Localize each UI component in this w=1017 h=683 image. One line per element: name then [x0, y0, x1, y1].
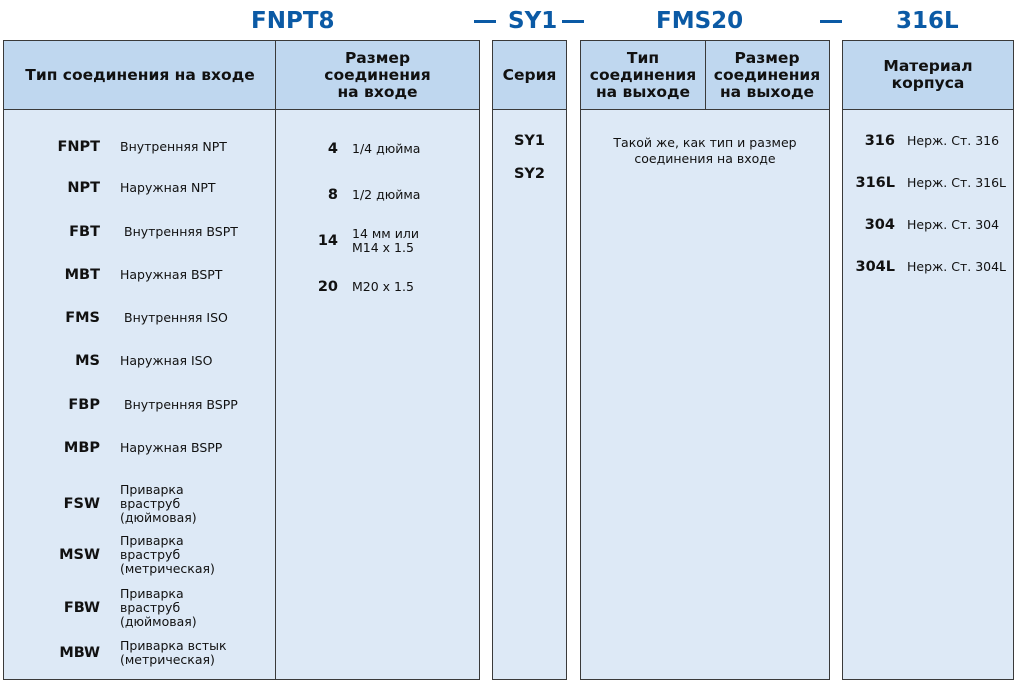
inlet-size-header-text: Размер соединения на входе — [324, 48, 431, 101]
inlet-type-row — [4, 353, 274, 369]
inlet-type-row — [4, 639, 274, 667]
inlet-type-code: FBW — [63, 600, 100, 616]
inlet-type-row — [4, 267, 274, 283]
material-row — [843, 217, 999, 233]
inlet-type-desc: Приварка встык (метрическая) — [120, 638, 227, 667]
outlet-header-divider — [705, 41, 706, 109]
inlet-size-desc: 1/2 дюйма — [352, 187, 421, 202]
inlet-column — [3, 40, 480, 680]
material-code: 304L — [855, 259, 895, 275]
inlet-type-row — [4, 587, 274, 629]
material-row — [843, 175, 1006, 191]
inlet-type-desc: Наружная BSPT — [120, 267, 223, 282]
series-header — [493, 41, 566, 110]
inlet-type-code: MBP — [63, 440, 100, 456]
inlet-type-row — [4, 310, 274, 326]
inlet-size-code: 4 — [327, 141, 338, 157]
inlet-type-row — [4, 180, 274, 196]
inlet-type-desc: Наружная ISO — [120, 353, 213, 368]
inlet-type-desc: Приварка враструб (дюймовая) — [120, 482, 197, 525]
material-desc: Нерж. Ст. 304L — [907, 259, 1007, 274]
inlet-type-desc: Внутренняя BSPP — [124, 397, 238, 412]
inlet-type-row — [4, 224, 274, 240]
inlet-type-desc: Приварка враструб (метрическая) — [120, 533, 215, 576]
outlet-note: Такой же, как тип и размер соединения на входе — [613, 135, 797, 166]
material-desc: Нерж. Ст. 316 — [907, 133, 1000, 148]
material-code: 316L — [855, 175, 895, 191]
inlet-type-code: FSW — [63, 496, 100, 512]
material-desc: Нерж. Ст. 304 — [907, 217, 1000, 232]
material-header-text: Материал корпуса — [883, 57, 973, 92]
inlet-type-code: NPT — [67, 180, 100, 196]
inlet-size-desc: 1/4 дюйма — [352, 141, 421, 156]
outlet-size-header: Размер соединения на выходе — [713, 48, 821, 101]
code-material: 316L — [896, 8, 959, 34]
inlet-type-code: FMS — [65, 310, 100, 326]
inlet-type-desc: Наружная BSPP — [120, 440, 223, 455]
inlet-type-code: MBW — [59, 645, 100, 661]
inlet-type-row — [4, 440, 274, 456]
code-dash — [474, 20, 496, 23]
inlet-size-row — [276, 141, 420, 157]
inlet-size-desc: M20 x 1.5 — [352, 279, 414, 294]
inlet-type-header-text: Тип соединения на входе — [25, 65, 255, 84]
material-header — [843, 41, 1013, 110]
inlet-type-code: FBT — [69, 224, 100, 240]
material-desc: Нерж. Ст. 316L — [907, 175, 1007, 190]
outlet-type-header: Тип соединения на выходе — [589, 48, 697, 101]
inlet-type-row — [4, 483, 274, 525]
inlet-type-desc: Наружная NPT — [120, 180, 216, 195]
inlet-size-code: 14 — [317, 233, 338, 249]
series-header-text: Серия — [502, 65, 557, 84]
inlet-type-header — [4, 41, 276, 110]
inlet-type-code: MSW — [59, 547, 100, 563]
code-dash — [820, 20, 842, 23]
inlet-type-row — [4, 139, 274, 155]
column-divider — [275, 41, 276, 679]
inlet-type-code: FNPT — [57, 139, 100, 155]
inlet-type-desc: Приварка враструб (дюймовая) — [120, 586, 197, 629]
inlet-type-code: FBP — [68, 397, 100, 413]
code-outlet: FMS20 — [656, 8, 744, 34]
inlet-size-desc: 14 мм или M14 x 1.5 — [352, 226, 419, 255]
code-inlet-type: FNPT8 — [251, 8, 335, 34]
inlet-size-row — [276, 227, 419, 255]
inlet-size-code: 20 — [317, 279, 338, 295]
code-series: SY1 — [508, 8, 558, 34]
inlet-type-code: MBT — [64, 267, 100, 283]
material-column — [842, 40, 1014, 680]
inlet-type-desc: Внутренняя NPT — [120, 139, 227, 154]
material-row — [843, 133, 999, 149]
material-row — [843, 259, 1006, 275]
material-code: 304 — [864, 217, 895, 233]
inlet-type-row — [4, 397, 274, 413]
inlet-type-row — [4, 534, 274, 576]
code-dash — [562, 20, 584, 23]
series-item: SY1 — [513, 133, 546, 149]
material-code: 316 — [864, 133, 895, 149]
inlet-size-header — [276, 41, 479, 110]
inlet-size-row — [276, 187, 420, 203]
inlet-size-code: 8 — [327, 187, 338, 203]
inlet-type-code: MS — [75, 353, 100, 369]
inlet-type-desc: Внутренняя ISO — [124, 310, 228, 325]
outlet-column — [580, 40, 830, 680]
series-column — [492, 40, 567, 680]
series-item: SY2 — [513, 166, 546, 182]
inlet-size-row — [276, 279, 414, 295]
inlet-type-desc: Внутренняя BSPT — [124, 224, 238, 239]
